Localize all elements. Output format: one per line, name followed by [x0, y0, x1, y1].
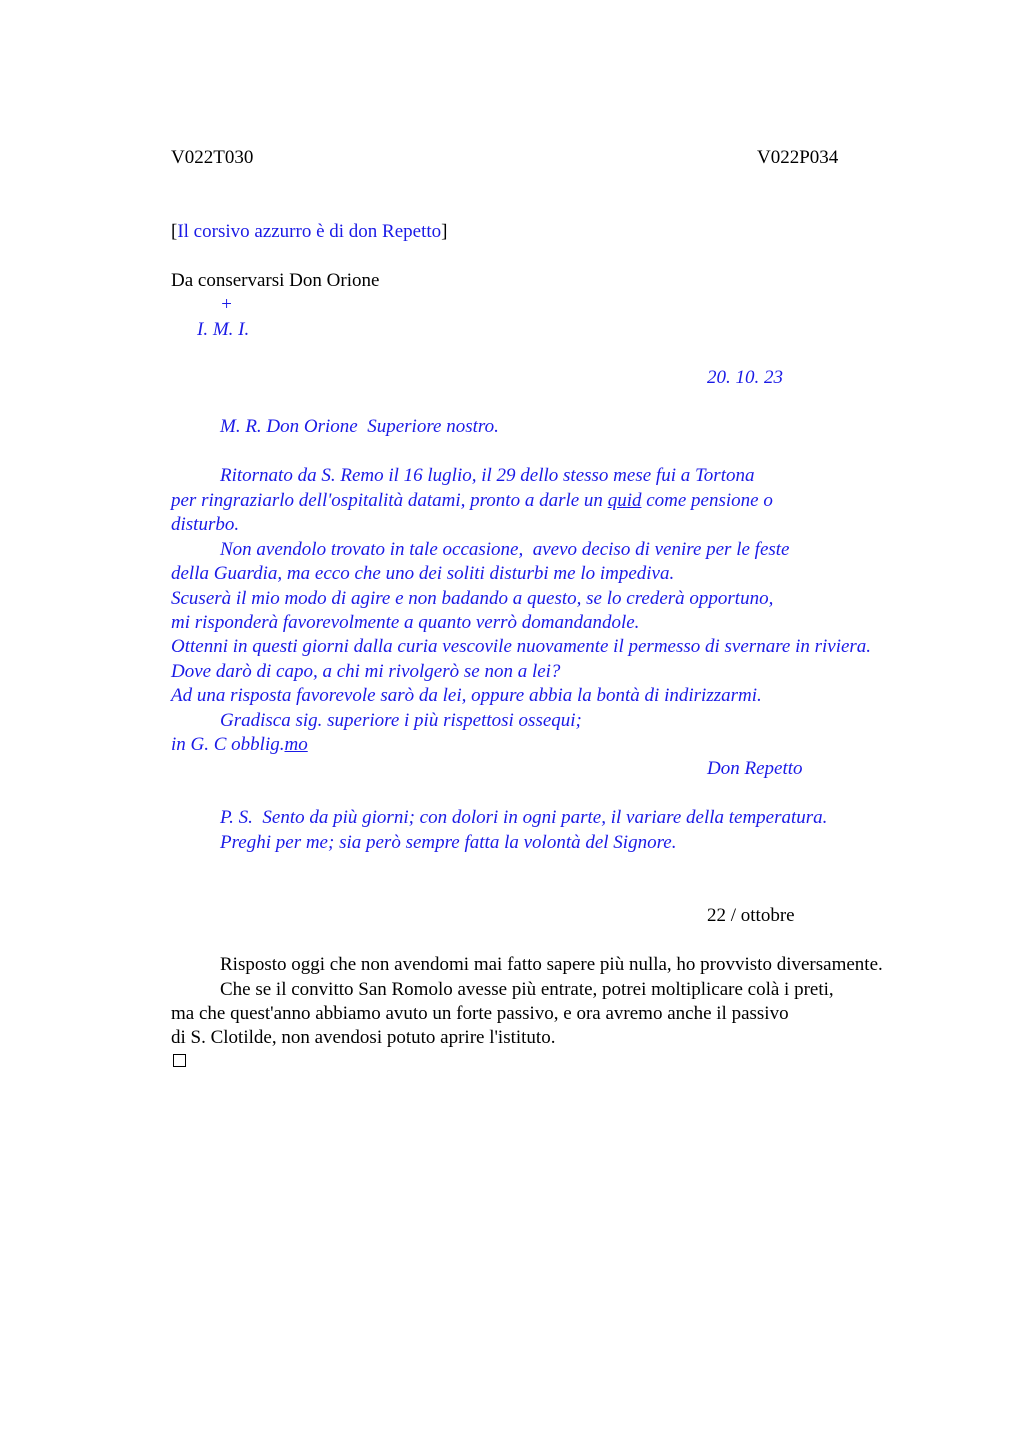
- letter-text: per ringraziarlo dell'ospitalità datami, pronto a darle un: [171, 490, 608, 511]
- letter-line: [171, 489, 773, 513]
- reply-line: Che se il convitto San Romolo avesse più entrate, potrei moltiplicare colà i preti,: [220, 979, 834, 1000]
- document-code-right: V022P034: [757, 147, 839, 168]
- letter-line: disturbo.: [171, 514, 240, 535]
- reply-line: ma che quest'anno abbiamo avuto un forte passivo, e ora avremo anche il passivo: [171, 1003, 789, 1024]
- letter-line: Ad una risposta favorevole sarò da lei, oppure abbia la bontà di indirizzarmi.: [171, 685, 762, 706]
- document-code-left: V022T030: [171, 147, 254, 168]
- reply-line: di S. Clotilde, non avendosi potuto aprire l'istituto.: [171, 1027, 556, 1048]
- letter-line: Gradisca sig. superiore i più rispettosi ossequi;: [220, 710, 582, 731]
- end-marker-square: [173, 1054, 186, 1067]
- quid-term: quid: [607, 490, 642, 511]
- letter-line: Dove darò di capo, a chi mi rivolgerò se non a lei?: [171, 661, 561, 682]
- letter-text: come pensione o: [641, 490, 773, 511]
- postscript-line: P. S. Sento da più giorni; con dolori in ogni parte, il variare della temperatura.: [220, 807, 828, 828]
- postscript-line: Preghi per me; sia però sempre fatta la volontà del Signore.: [220, 832, 677, 853]
- note-text: Il corsivo azzurro è di don Repetto: [177, 221, 442, 242]
- letter-line: Ritornato da S. Remo il 16 luglio, il 29 dello stesso mese fui a Tortona: [220, 465, 755, 486]
- letter-line: Non avendolo trovato in tale occasione, avevo deciso di venire per le feste: [220, 539, 790, 560]
- closing-line: [171, 733, 308, 757]
- salutation: M. R. Don Orione Superiore nostro.: [220, 416, 499, 437]
- editorial-note: [171, 220, 447, 244]
- reply-date: 22 / ottobre: [707, 905, 795, 926]
- letter-line: della Guardia, ma ecco che uno dei soliti disturbi me lo impediva.: [171, 563, 675, 584]
- invocation: I. M. I.: [197, 319, 250, 340]
- signature: Don Repetto: [707, 758, 803, 779]
- reply-line: Risposto oggi che non avendomi mai fatto sapere più nulla, ho provvisto diversamente.: [220, 954, 883, 975]
- letter-line: Ottenni in questi giorni dalla curia vescovile nuovamente il permesso di svernare in riviera.: [171, 636, 872, 657]
- letter-date: 20. 10. 23: [707, 367, 783, 388]
- closing-superscript: mo: [284, 734, 308, 755]
- conserve-note: Da conservarsi Don Orione: [171, 270, 380, 291]
- cross-mark: +: [220, 294, 233, 315]
- closing-text: in G. C obblig.: [171, 734, 285, 755]
- letter-line: mi risponderà favorevolmente a quanto verrò domandandole.: [171, 612, 640, 633]
- note-close-bracket: ]: [441, 221, 448, 242]
- note-open-bracket: [: [171, 221, 178, 242]
- letter-line: Scuserà il mio modo di agire e non badando a questo, se lo crederà opportuno,: [171, 588, 774, 609]
